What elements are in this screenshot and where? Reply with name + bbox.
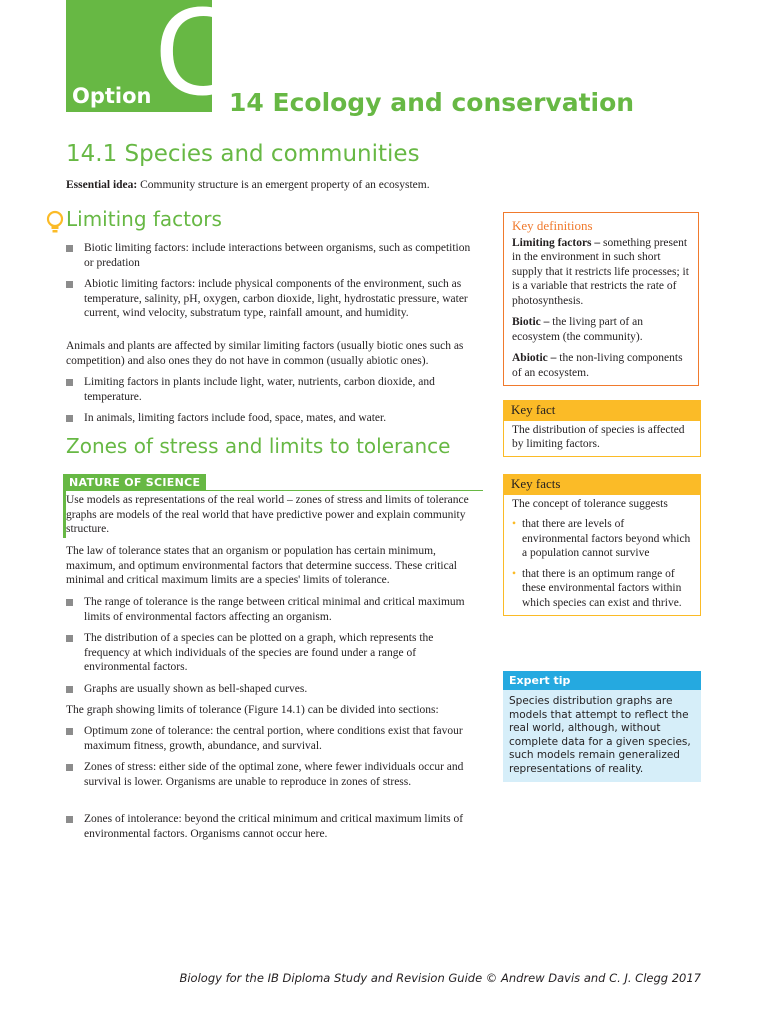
list-item bbox=[66, 411, 481, 426]
list-item bbox=[66, 241, 481, 270]
bullet-square-icon bbox=[66, 379, 73, 386]
bullet-square-icon bbox=[66, 245, 73, 252]
list-item-text: Zones of intolerance: beyond the critical minimum and critical maximum limits of environmental factors. Organisms cannot occur here. bbox=[84, 813, 464, 840]
nature-of-science-label: NATURE OF SCIENCE bbox=[63, 474, 206, 491]
footer-citation: Biology for the IB Diploma Study and Revision Guide © Andrew Davis and C. J. Clegg 2017 bbox=[179, 971, 701, 985]
biotic-term: Biotic limiting factors bbox=[84, 242, 186, 254]
zones-heading: Zones of stress and limits to tolerance bbox=[66, 434, 451, 458]
key-fact-heading: Key fact bbox=[503, 400, 701, 421]
biotic-text: : include interactions between organisms, such as competition or predation bbox=[84, 242, 471, 269]
expert-tip-heading: Expert tip bbox=[503, 671, 701, 690]
list-item bbox=[66, 682, 481, 697]
expert-tip-text: Species distribution graphs are models that attempt to reflect the real world, although, without complete data for a given species, such models remain generalized representations of reality. bbox=[503, 690, 701, 782]
definition-text: the living part of an ecosystem (the community). bbox=[512, 316, 643, 343]
key-fact-box bbox=[503, 400, 701, 457]
bullet-square-icon bbox=[66, 415, 73, 422]
abiotic-term: Abiotic bbox=[84, 278, 119, 290]
definition bbox=[512, 351, 690, 380]
list-item bbox=[66, 724, 481, 753]
sections-paragraph: The graph showing limits of tolerance (Figure 14.1) can be divided into sections: bbox=[66, 704, 439, 716]
list-item-text: Limiting factors in plants include light, water, nutrients, carbon dioxide, and temperature. bbox=[84, 376, 435, 403]
abiotic-text: limiting factors: include physical components of the environment, such as temperature, salinity, pH, oxygen, carbon dioxide, light, hydrostatic pressure, water current, wind velocity, substratum type, rainfall amount, and humidity. bbox=[84, 278, 468, 319]
list-item-text: Zones of stress: either side of the optimal zone, where fewer individuals occur and survival is lower. Organisms are unable to reproduce in zones of stress. bbox=[84, 761, 464, 788]
list-item bbox=[66, 812, 481, 841]
list-item-text: In animals, limiting factors include food, space, mates, and water. bbox=[84, 412, 387, 424]
limiting-paragraph: Animals and plants are affected by similar limiting factors (usually biotic ones such as competition) and also ones they do not have in common (usually abiotic ones). bbox=[66, 340, 464, 367]
chapter-title: 14 Ecology and conservation bbox=[229, 88, 635, 117]
lightbulb-icon bbox=[46, 210, 64, 236]
bullet-square-icon bbox=[66, 764, 73, 771]
divider bbox=[63, 490, 483, 491]
law-of-tolerance-paragraph: The law of tolerance states that an organism or population has certain minimum, maximum, and optimum environmental factors that determine success. These critical minimal and critical maximum limits are a species' limits of tolerance. bbox=[66, 545, 457, 586]
list-item bbox=[66, 760, 481, 789]
option-tab bbox=[66, 0, 237, 122]
list-item-text: Optimum zone of tolerance: the central portion, where conditions exist that favour maximum fitness, growth, abundance, and survival. bbox=[84, 725, 463, 752]
definition bbox=[512, 315, 690, 344]
list-item-text: The range of tolerance is the range between critical minimal and critical maximum limits of environmental factors affecting an organism. bbox=[84, 596, 465, 623]
bullet-square-icon bbox=[66, 599, 73, 606]
key-fact-text: The distribution of species is affected by limiting factors. bbox=[503, 421, 701, 457]
definition-term: Limiting factors – bbox=[512, 236, 601, 249]
nos-text: Use models as representations of the real world – zones of stress and limits of tolerance graphs are models of the real world that have predictive power and explain community structure. bbox=[66, 494, 469, 535]
list-item-text: that there are levels of environmental factors beyond which a population cannot survive bbox=[522, 518, 691, 559]
limiting-factors-heading: Limiting factors bbox=[66, 207, 222, 231]
list-item-text: The distribution of a species can be plotted on a graph, which represents the frequency at which individuals of the species are found under a range of environmental factors. bbox=[84, 632, 434, 673]
essential-text: Community structure is an emergent property of an ecosystem. bbox=[137, 179, 430, 191]
expert-tip-box bbox=[503, 671, 701, 782]
definition-text: something present in the environment in such short supply that it restricts life processes; it is a variable that restricts the rate of photosynthesis. bbox=[512, 236, 689, 307]
list-item bbox=[66, 595, 481, 624]
bullet-square-icon bbox=[66, 635, 73, 642]
list-item bbox=[512, 517, 692, 561]
definition-term: Abiotic – bbox=[512, 352, 557, 364]
bullet-square-icon bbox=[66, 816, 73, 823]
key-facts-intro: The concept of tolerance suggests bbox=[512, 497, 668, 510]
list-item bbox=[66, 277, 481, 321]
definition bbox=[512, 236, 690, 309]
list-item-text: Graphs are usually shown as bell-shaped curves. bbox=[84, 683, 308, 695]
list-item bbox=[66, 375, 481, 404]
list-item bbox=[512, 567, 692, 611]
key-facts-heading: Key facts bbox=[503, 474, 701, 495]
key-definitions-box bbox=[503, 212, 699, 386]
option-letter: C bbox=[154, 0, 237, 122]
essential-label: Essential idea: bbox=[66, 179, 138, 191]
key-facts-box bbox=[503, 474, 701, 616]
bullet-square-icon bbox=[66, 686, 73, 693]
key-definitions-heading: Key definitions bbox=[512, 218, 593, 233]
definition-term: Biotic – bbox=[512, 316, 550, 328]
bullet-square-icon bbox=[66, 728, 73, 735]
bullet-dot-icon: • bbox=[512, 567, 517, 580]
bullet-square-icon bbox=[66, 281, 73, 288]
list-item-text: that there is an optimum range of these environmental factors within which species can exist and thrive. bbox=[522, 567, 682, 609]
option-label: Option bbox=[72, 84, 152, 108]
essential-idea bbox=[66, 179, 430, 191]
list-item bbox=[66, 631, 481, 675]
section-title: 14.1 Species and communities bbox=[66, 141, 420, 167]
bullet-dot-icon: • bbox=[512, 518, 517, 530]
definition-text: the non-living components of an ecosystem. bbox=[512, 352, 683, 379]
